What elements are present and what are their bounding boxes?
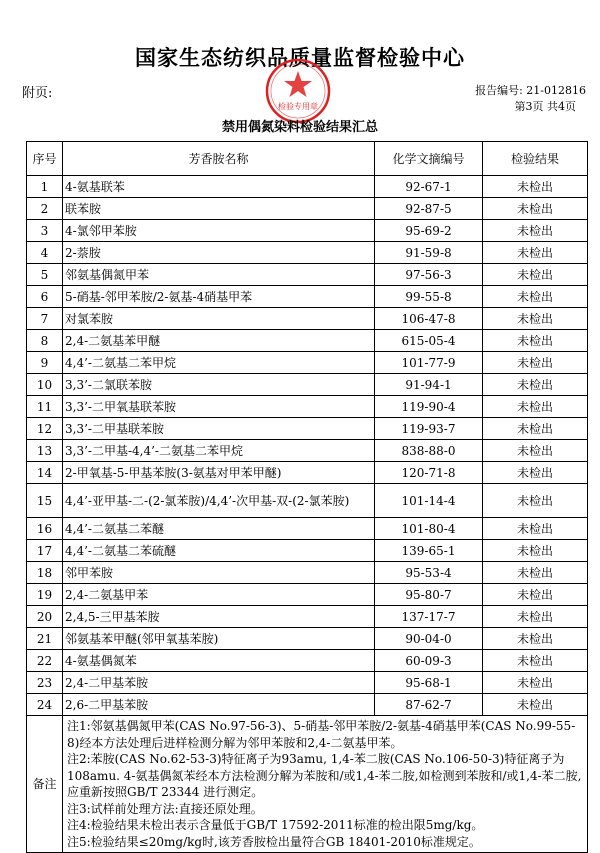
cell-amine-name: 2,4-二氨基甲苯 — [63, 584, 375, 606]
table-row — [27, 220, 588, 242]
table-row — [27, 242, 588, 264]
cell-amine-name: 4,4’-二氨基二苯硫醚 — [63, 540, 375, 562]
cell-result: 未检出 — [483, 462, 588, 484]
cell-cas-number: 615-05-4 — [375, 330, 483, 352]
cell-result: 未检出 — [483, 220, 588, 242]
note-5: 注5:检验结果≤20mg/kg时,该芳香胺检出量符合GB 18401-2010标准规定。 — [67, 834, 481, 849]
cell-serial: 11 — [27, 396, 63, 418]
cell-cas-number: 119-90-4 — [375, 396, 483, 418]
cell-result: 未检出 — [483, 562, 588, 584]
cell-cas-number: 91-94-1 — [375, 374, 483, 396]
table-row — [27, 286, 588, 308]
cell-amine-name: 2,4-二甲基苯胺 — [63, 672, 375, 694]
table-row — [27, 606, 588, 628]
results-subtitle: 禁用偶氮染料检验结果汇总 — [221, 120, 378, 135]
note-1: 注1:邻氨基偶氮甲苯(CAS No.97-56-3)、5-硝基-邻甲苯胺/2-氨基-4硝基甲苯(CAS No.99-55-8)经本方法处理后进样检测分解为邻甲苯胺和2,4-二氨基甲苯。 — [67, 719, 576, 750]
cell-amine-name: 邻甲苯胺 — [63, 562, 375, 584]
cell-cas-number: 120-71-8 — [375, 462, 483, 484]
cell-serial: 16 — [27, 518, 63, 540]
cell-serial: 21 — [27, 628, 63, 650]
cell-result: 未检出 — [483, 606, 588, 628]
cell-cas-number: 95-68-1 — [375, 672, 483, 694]
cell-amine-name: 4-氨基联苯 — [63, 176, 375, 198]
table-row — [27, 418, 588, 440]
cell-result: 未检出 — [483, 650, 588, 672]
cell-cas-number: 60-09-3 — [375, 650, 483, 672]
cell-result: 未检出 — [483, 352, 588, 374]
cell-serial: 9 — [27, 352, 63, 374]
remarks-row — [27, 716, 588, 853]
cell-amine-name: 4,4’-二氨基二苯甲烷 — [63, 352, 375, 374]
cell-serial: 15 — [27, 484, 63, 518]
cell-result: 未检出 — [483, 374, 588, 396]
note-3: 注3:试样前处理方法:直接还原处理。 — [67, 801, 263, 816]
cell-cas-number: 101-80-4 — [375, 518, 483, 540]
cell-cas-number: 92-87-5 — [375, 198, 483, 220]
cell-serial: 10 — [27, 374, 63, 396]
table-row — [27, 584, 588, 606]
cell-cas-number: 90-04-0 — [375, 628, 483, 650]
cell-cas-number: 97-56-3 — [375, 264, 483, 286]
cell-serial: 7 — [27, 308, 63, 330]
header-cas-number: 化学文摘编号 — [375, 142, 483, 176]
cell-result: 未检出 — [483, 418, 588, 440]
cell-serial: 20 — [27, 606, 63, 628]
cell-amine-name: 4,4’-二氨基二苯醚 — [63, 518, 375, 540]
cell-result: 未检出 — [483, 440, 588, 462]
cell-amine-name: 3,3’-二甲氧基联苯胺 — [63, 396, 375, 418]
cell-result: 未检出 — [483, 396, 588, 418]
cell-result: 未检出 — [483, 198, 588, 220]
cell-amine-name: 5-硝基-邻甲苯胺/2-氨基-4硝基甲苯 — [63, 286, 375, 308]
header-amine-name: 芳香胺名称 — [63, 142, 375, 176]
cell-serial: 3 — [27, 220, 63, 242]
cell-result: 未检出 — [483, 628, 588, 650]
cell-serial: 22 — [27, 650, 63, 672]
cell-amine-name: 2-萘胺 — [63, 242, 375, 264]
results-table — [26, 141, 588, 853]
table-row — [27, 176, 588, 198]
cell-serial: 17 — [27, 540, 63, 562]
cell-cas-number: 106-47-8 — [375, 308, 483, 330]
cell-result: 未检出 — [483, 308, 588, 330]
remarks-label: 备注 — [27, 716, 63, 853]
cell-amine-name: 4,4’-亚甲基-二-(2-氯苯胺)/4,4’-次甲基-双-(2-氯苯胺) — [63, 484, 375, 518]
cell-amine-name: 2-甲氧基-5-甲基苯胺(3-氨基对甲苯甲醚) — [63, 462, 375, 484]
cell-serial: 2 — [27, 198, 63, 220]
cell-amine-name: 2,6-二甲基苯胺 — [63, 694, 375, 716]
cell-cas-number: 95-69-2 — [375, 220, 483, 242]
cell-cas-number: 95-80-7 — [375, 584, 483, 606]
cell-serial: 8 — [27, 330, 63, 352]
cell-result: 未检出 — [483, 330, 588, 352]
table-row — [27, 518, 588, 540]
seal-text: 检验专用章 — [278, 102, 318, 111]
cell-cas-number: 101-14-4 — [375, 484, 483, 518]
cell-cas-number: 139-65-1 — [375, 540, 483, 562]
cell-amine-name: 2,4-二氨基苯甲醚 — [63, 330, 375, 352]
cell-serial: 14 — [27, 462, 63, 484]
table-row — [27, 672, 588, 694]
table-row — [27, 440, 588, 462]
document-title: 国家生态纺织品质量监督检验中心 — [135, 46, 465, 70]
cell-serial: 12 — [27, 418, 63, 440]
cell-amine-name: 4-氯邻甲苯胺 — [63, 220, 375, 242]
table-row — [27, 396, 588, 418]
table-row — [27, 198, 588, 220]
cell-result: 未检出 — [483, 242, 588, 264]
cell-amine-name: 3,3’-二甲基-4,4’-二氨基二苯甲烷 — [63, 440, 375, 462]
report-number: 报告编号: 21-012816 — [475, 84, 586, 97]
cell-serial: 19 — [27, 584, 63, 606]
cell-result: 未检出 — [483, 672, 588, 694]
table-row — [27, 462, 588, 484]
table-row — [27, 628, 588, 650]
cell-cas-number: 91-59-8 — [375, 242, 483, 264]
page-info: 第3页 共4页 — [514, 100, 576, 113]
cell-amine-name: 对氯苯胺 — [63, 308, 375, 330]
cell-serial: 1 — [27, 176, 63, 198]
cell-result: 未检出 — [483, 286, 588, 308]
cell-amine-name: 联苯胺 — [63, 198, 375, 220]
table-row — [27, 694, 588, 716]
cell-amine-name: 3,3’-二甲基联苯胺 — [63, 418, 375, 440]
table-row — [27, 264, 588, 286]
cell-serial: 13 — [27, 440, 63, 462]
cell-result: 未检出 — [483, 540, 588, 562]
cell-serial: 6 — [27, 286, 63, 308]
cell-cas-number: 838-88-0 — [375, 440, 483, 462]
note-4: 注4:检验结果未检出表示含量低于GB/T 17592-2011标准的检出限5mg/kg。 — [67, 818, 484, 832]
header-serial: 序号 — [27, 142, 63, 176]
cell-cas-number: 95-53-4 — [375, 562, 483, 584]
cell-cas-number: 99-55-8 — [375, 286, 483, 308]
remarks-content — [63, 716, 588, 853]
cell-serial: 4 — [27, 242, 63, 264]
inspection-seal-icon — [264, 57, 332, 125]
cell-result: 未检出 — [483, 264, 588, 286]
table-row — [27, 352, 588, 374]
cell-serial: 5 — [27, 264, 63, 286]
cell-cas-number: 92-67-1 — [375, 176, 483, 198]
cell-amine-name: 4-氨基偶氮苯 — [63, 650, 375, 672]
cell-amine-name: 2,4,5-三甲基苯胺 — [63, 606, 375, 628]
cell-result: 未检出 — [483, 176, 588, 198]
attachment-label: 附页: — [22, 86, 53, 101]
table-row — [27, 562, 588, 584]
cell-serial: 24 — [27, 694, 63, 716]
table-row — [27, 650, 588, 672]
cell-cas-number: 119-93-7 — [375, 418, 483, 440]
cell-serial: 23 — [27, 672, 63, 694]
cell-result: 未检出 — [483, 518, 588, 540]
cell-cas-number: 101-77-9 — [375, 352, 483, 374]
cell-result: 未检出 — [483, 584, 588, 606]
note-2: 注2:苯胺(CAS No.62-53-3)特征离子为93amu, 1,4-苯二胺(CAS No.106-50-3)特征离子为108amu. 4-氨基偶氮苯经本方法检测分解为苯胺和/或1,4-苯二胺,如检测到苯胺和/或1,4-苯二胺,应重新按照GB/T 23344 进行测定。 — [67, 752, 582, 799]
cell-amine-name: 邻氨基偶氮甲苯 — [63, 264, 375, 286]
cell-cas-number: 137-17-7 — [375, 606, 483, 628]
header-result: 检验结果 — [483, 142, 588, 176]
cell-serial: 18 — [27, 562, 63, 584]
cell-result: 未检出 — [483, 694, 588, 716]
table-row — [27, 540, 588, 562]
table-row — [27, 330, 588, 352]
table-row — [27, 374, 588, 396]
table-row — [27, 484, 588, 518]
cell-amine-name: 3,3’-二氯联苯胺 — [63, 374, 375, 396]
table-row — [27, 308, 588, 330]
cell-cas-number: 87-62-7 — [375, 694, 483, 716]
cell-amine-name: 邻氨基苯甲醚(邻甲氧基苯胺) — [63, 628, 375, 650]
cell-result: 未检出 — [483, 484, 588, 518]
table-header-row — [27, 142, 588, 176]
